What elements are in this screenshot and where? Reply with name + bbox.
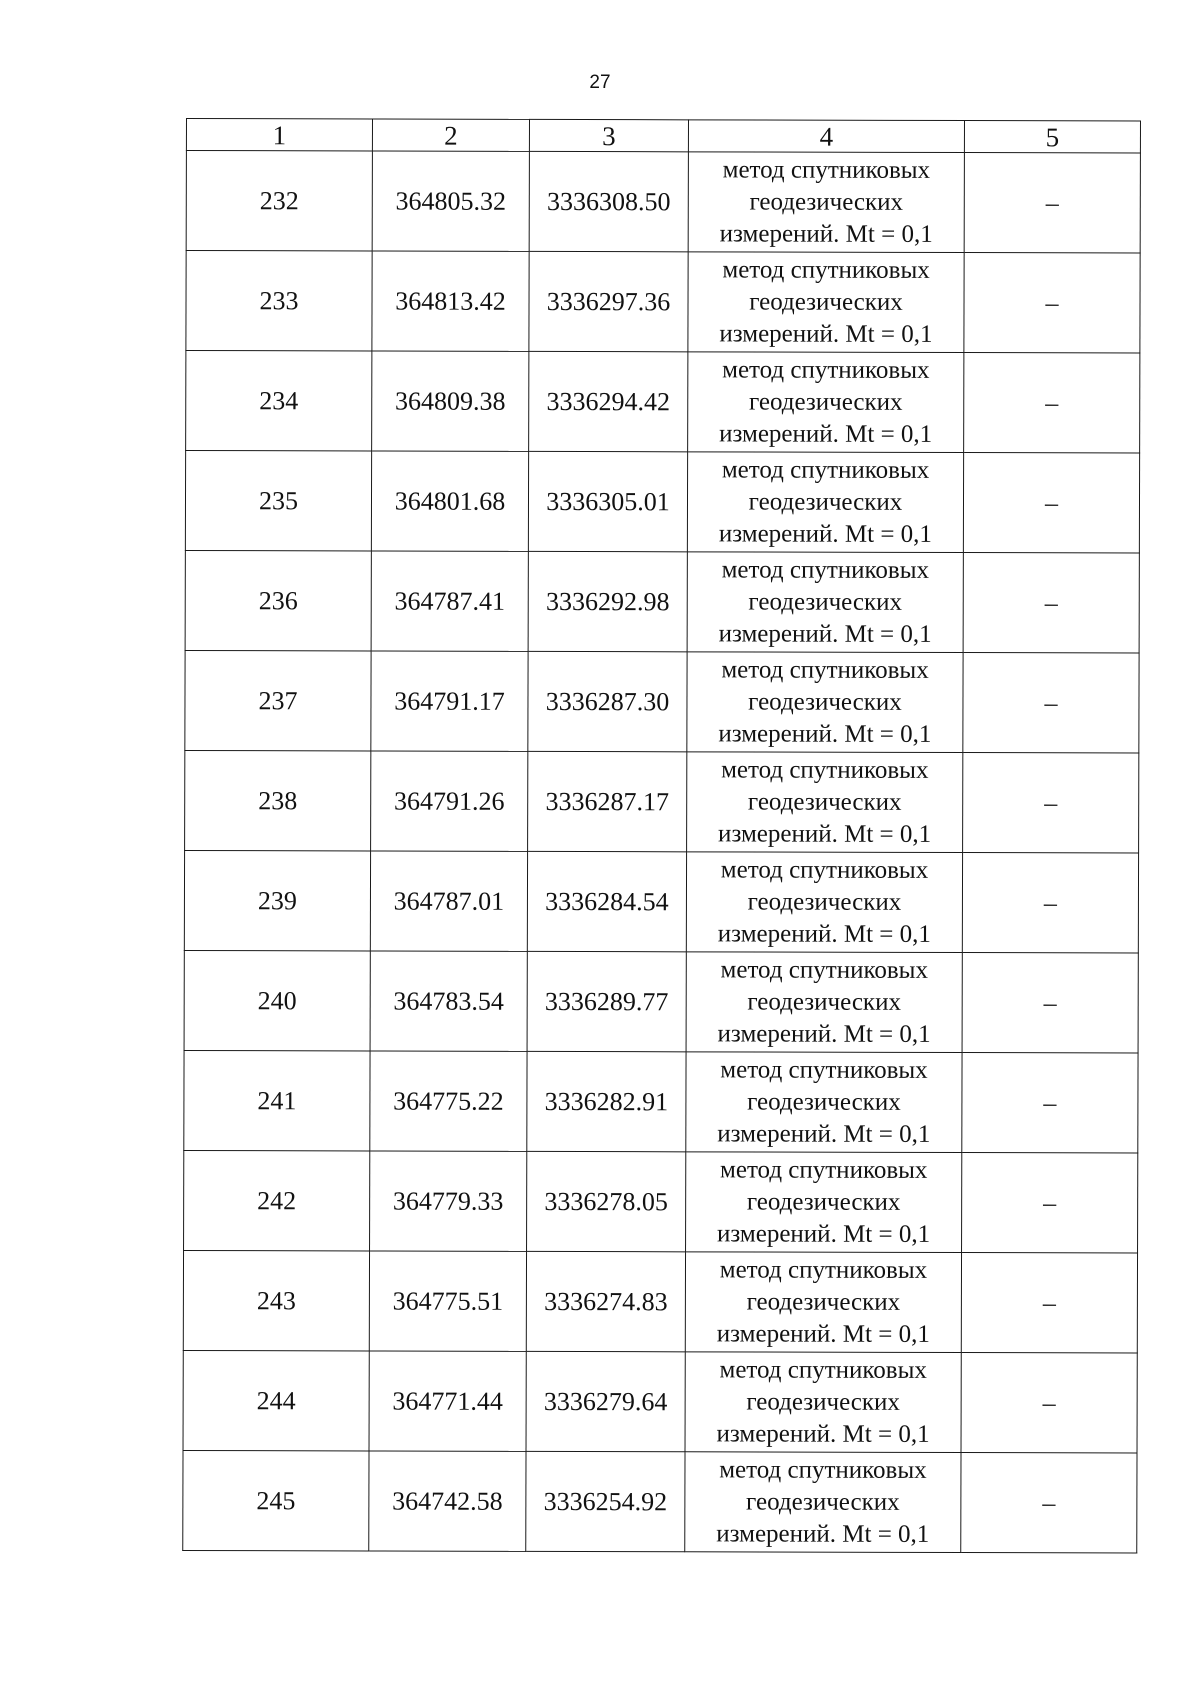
- method-line-2: геодезических: [747, 987, 902, 1016]
- y-coordinate-cell: 3336292.98: [528, 551, 687, 651]
- method-line-3: измерений. Mt = 0,1: [716, 1319, 930, 1348]
- method-line-3: измерений. Mt = 0,1: [716, 1419, 930, 1448]
- method-line-2: геодезических: [748, 587, 903, 616]
- y-coordinate-cell: 3336305.01: [528, 451, 687, 551]
- table-row: [184, 950, 1138, 1052]
- method-line-1: метод спутниковых: [720, 855, 929, 884]
- note-cell: –: [962, 1153, 1138, 1253]
- y-coordinate-cell: 3336308.50: [529, 151, 688, 251]
- method-line-3: измерений. Mt = 0,1: [717, 1119, 931, 1148]
- point-number-cell: 244: [183, 1350, 369, 1450]
- y-coordinate-cell: 3336294.42: [529, 351, 688, 451]
- x-coordinate-cell: 364742.58: [369, 1451, 526, 1551]
- table-row: [185, 451, 1139, 553]
- y-coordinate-cell: 3336279.64: [526, 1351, 685, 1451]
- method-line-1: метод спутниковых: [719, 1455, 927, 1484]
- method-line-2: геодезических: [746, 1387, 900, 1416]
- method-cell: [688, 252, 964, 353]
- method-line-3: измерений. Mt = 0,1: [718, 619, 932, 648]
- table-row: [185, 750, 1139, 852]
- method-cell: [685, 1452, 961, 1553]
- note-cell: –: [962, 853, 1138, 953]
- method-line-3: измерений. Mt = 0,1: [718, 519, 932, 548]
- table-row: [186, 151, 1140, 253]
- point-number-cell: 242: [184, 1150, 370, 1250]
- note-cell: –: [963, 453, 1139, 553]
- method-cell: [685, 1252, 961, 1353]
- table-row: [184, 1150, 1138, 1252]
- method-line-3: измерений. Mt = 0,1: [717, 1019, 931, 1048]
- table-row: [185, 550, 1139, 652]
- method-line-3: измерений. Mt = 0,1: [717, 919, 931, 948]
- header-cell-1: 1: [186, 119, 372, 151]
- header-cell-5: 5: [964, 121, 1140, 153]
- x-coordinate-cell: 364787.41: [371, 551, 528, 651]
- table-row: [186, 251, 1140, 353]
- point-number-cell: 245: [183, 1450, 369, 1550]
- point-number-cell: 233: [186, 251, 372, 351]
- point-number-cell: 238: [185, 750, 371, 850]
- coordinates-table: [182, 118, 1141, 1553]
- note-cell: –: [962, 953, 1138, 1053]
- y-coordinate-cell: 3336278.05: [527, 1151, 686, 1251]
- method-line-3: измерений. Mt = 0,1: [716, 1219, 931, 1248]
- table-row: [186, 351, 1140, 453]
- method-line-1: метод спутниковых: [722, 355, 930, 384]
- method-line-2: геодезических: [746, 1187, 901, 1216]
- x-coordinate-cell: 364783.54: [370, 951, 527, 1051]
- note-cell: –: [964, 153, 1140, 253]
- method-cell: [686, 952, 962, 1053]
- y-coordinate-cell: 3336289.77: [527, 951, 686, 1051]
- note-cell: –: [962, 1053, 1138, 1153]
- x-coordinate-cell: 364809.38: [372, 351, 529, 451]
- method-cell: [687, 452, 963, 553]
- method-line-1: метод спутниковых: [719, 1355, 927, 1384]
- coordinates-table-container: [182, 118, 1140, 1553]
- table-row: [183, 1250, 1137, 1352]
- table-row: [184, 850, 1138, 952]
- method-line-1: метод спутниковых: [721, 655, 929, 684]
- method-line-3: измерений. Mt = 0,1: [718, 819, 932, 848]
- method-line-2: геодезических: [747, 787, 902, 816]
- x-coordinate-cell: 364771.44: [369, 1351, 526, 1451]
- note-cell: –: [964, 253, 1140, 353]
- method-line-2: геодезических: [748, 387, 903, 416]
- x-coordinate-cell: 364775.51: [369, 1251, 526, 1351]
- method-line-1: метод спутниковых: [719, 1255, 928, 1284]
- header-cell-4: 4: [688, 120, 964, 153]
- point-number-cell: 234: [186, 351, 372, 451]
- table-row: [185, 650, 1139, 752]
- method-cell: [687, 652, 963, 753]
- note-cell: –: [963, 553, 1139, 653]
- method-line-1: метод спутниковых: [721, 755, 929, 784]
- point-number-cell: 239: [184, 850, 370, 950]
- y-coordinate-cell: 3336254.92: [526, 1451, 685, 1551]
- method-line-2: геодезических: [748, 687, 902, 716]
- point-number-cell: 235: [185, 451, 371, 551]
- header-row: [186, 119, 1140, 153]
- y-coordinate-cell: 3336287.30: [528, 651, 687, 751]
- method-cell: [686, 1052, 962, 1153]
- method-line-1: метод спутниковых: [722, 155, 931, 184]
- note-cell: –: [963, 653, 1139, 753]
- point-number-cell: 243: [183, 1250, 369, 1350]
- y-coordinate-cell: 3336282.91: [527, 1051, 686, 1151]
- point-number-cell: 241: [184, 1050, 370, 1150]
- x-coordinate-cell: 364801.68: [371, 451, 528, 551]
- method-line-1: метод спутниковых: [720, 955, 929, 984]
- x-coordinate-cell: 364779.33: [370, 1151, 527, 1251]
- method-line-2: геодезических: [748, 487, 903, 516]
- method-cell: [688, 152, 964, 253]
- header-cell-2: 2: [372, 119, 529, 151]
- x-coordinate-cell: 364791.17: [371, 651, 528, 751]
- method-cell: [686, 1152, 962, 1253]
- table-header: [186, 119, 1140, 153]
- method-line-1: метод спутниковых: [720, 1055, 928, 1084]
- method-line-2: геодезических: [747, 1087, 901, 1116]
- method-line-2: геодезических: [749, 187, 904, 216]
- method-line-3: измерений. Mt = 0,1: [718, 719, 932, 748]
- method-line-1: метод спутниковых: [722, 255, 930, 284]
- table-row: [184, 1050, 1138, 1152]
- method-cell: [688, 352, 964, 453]
- note-cell: –: [964, 353, 1140, 453]
- method-line-2: геодезических: [749, 287, 903, 316]
- x-coordinate-cell: 364813.42: [372, 251, 529, 351]
- method-line-2: геодезических: [746, 1487, 900, 1516]
- y-coordinate-cell: 3336297.36: [529, 251, 688, 351]
- x-coordinate-cell: 364805.32: [372, 151, 529, 251]
- y-coordinate-cell: 3336284.54: [527, 851, 686, 951]
- y-coordinate-cell: 3336287.17: [528, 751, 687, 851]
- point-number-cell: 240: [184, 950, 370, 1050]
- point-number-cell: 237: [185, 650, 371, 750]
- table-row: [183, 1350, 1137, 1452]
- note-cell: –: [961, 1453, 1137, 1553]
- point-number-cell: 236: [185, 550, 371, 650]
- method-line-2: геодезических: [746, 1287, 901, 1316]
- x-coordinate-cell: 364787.01: [370, 851, 527, 951]
- header-cell-3: 3: [529, 119, 688, 151]
- note-cell: –: [963, 753, 1139, 853]
- note-cell: –: [961, 1253, 1137, 1353]
- method-line-3: измерений. Mt = 0,1: [716, 1519, 930, 1548]
- method-cell: [686, 852, 962, 953]
- x-coordinate-cell: 364775.22: [370, 1051, 527, 1151]
- note-cell: –: [961, 1353, 1137, 1453]
- table-body: [183, 151, 1141, 1553]
- table-row: [183, 1450, 1137, 1552]
- page-number: 27: [589, 72, 611, 93]
- x-coordinate-cell: 364791.26: [371, 751, 528, 851]
- method-line-1: метод спутниковых: [720, 1155, 928, 1184]
- method-line-3: измерений. Mt = 0,1: [719, 219, 933, 248]
- method-line-1: метод спутниковых: [721, 455, 930, 484]
- method-line-1: метод спутниковых: [721, 555, 930, 584]
- method-cell: [687, 552, 963, 653]
- method-line-3: измерений. Mt = 0,1: [719, 319, 933, 348]
- y-coordinate-cell: 3336274.83: [526, 1251, 685, 1351]
- method-line-2: геодезических: [747, 887, 902, 916]
- method-cell: [687, 752, 963, 853]
- method-line-3: измерений. Mt = 0,1: [719, 419, 933, 448]
- point-number-cell: 232: [186, 151, 372, 251]
- method-cell: [685, 1352, 961, 1453]
